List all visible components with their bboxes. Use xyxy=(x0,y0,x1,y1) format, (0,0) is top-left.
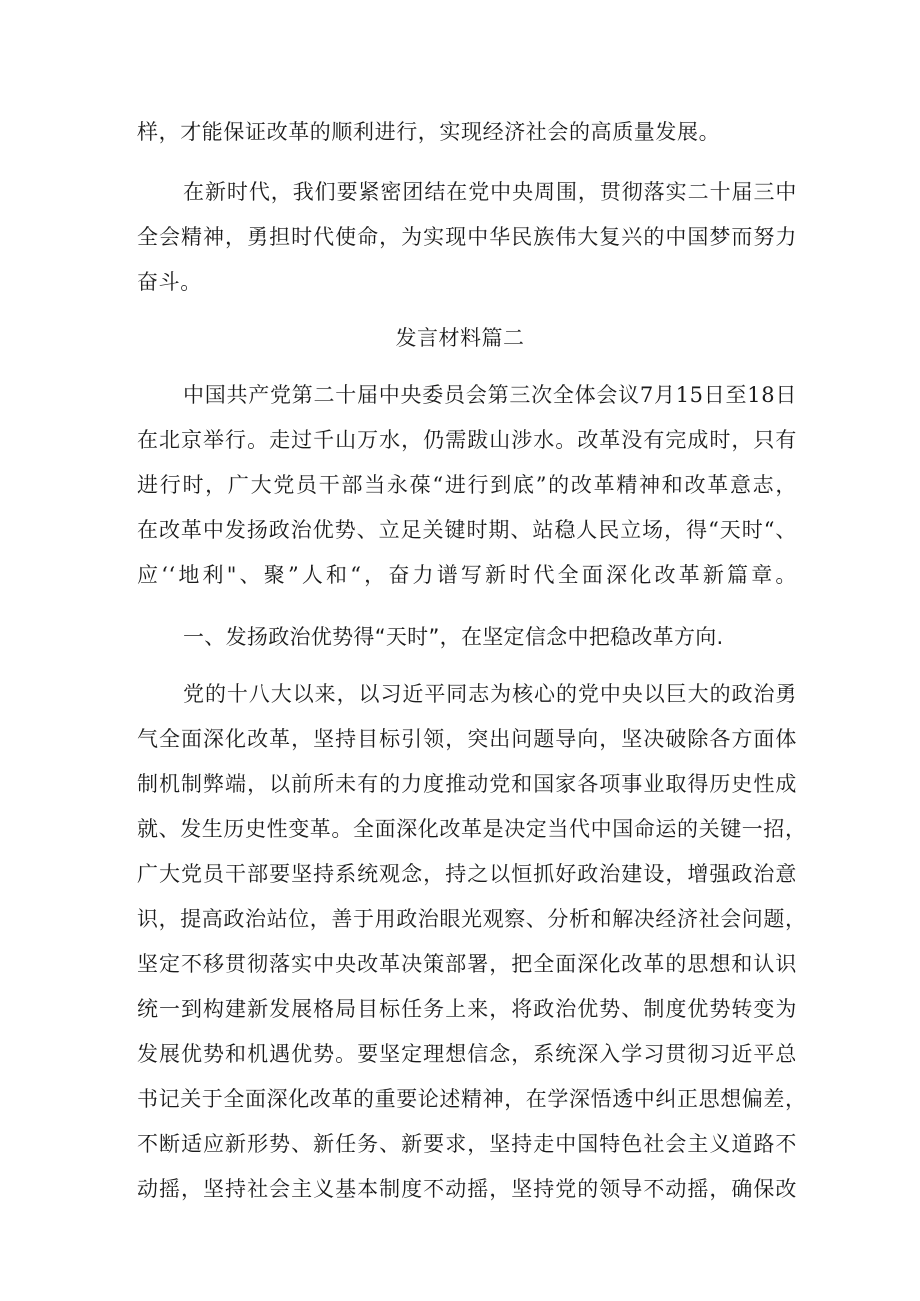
paragraph-line: 全会精神，勇担时代使命，为实现中华民族伟大复兴的中国梦而努力 xyxy=(137,225,797,249)
paragraph-line: 气全面深化改革，坚持目标引领，突出问题导向，坚决破除各方面体 xyxy=(137,727,797,751)
paragraph-line: 党的十八大以来，以习近平同志为核心的党中央以巨大的政治勇 xyxy=(183,682,797,706)
section-title: 发言材料篇二 xyxy=(395,326,525,350)
paragraph-line: 在北京举行。走过千山万水，仍需跋山涉水。改革没有完成时，只有 xyxy=(137,428,797,452)
paragraph-line: 不断适应新形势、新任务、新要求，坚持走中国特色社会主义道路不 xyxy=(137,1132,797,1156)
paragraph-line: 动摇，坚持社会主义基本制度不动摇，坚持党的领导不动摇，确保改 xyxy=(137,1177,797,1201)
paragraph-line: 广大党员干部要坚持系统观念，持之以恒抓好政治建设，增强政治意 xyxy=(137,862,797,886)
paragraph-line: 坚定不移贯彻落实中央改革决策部署，把全面深化改革的思想和认识 xyxy=(137,952,797,976)
paragraph-line: 就、发生历史性变革。全面深化改革是决定当代中国命运的关键一招， xyxy=(137,817,807,841)
paragraph-line: 发展优势和机遇优势。要坚定理想信念，系统深入学习贯彻习近平总 xyxy=(137,1042,797,1066)
paragraph-line: 书记关于全面深化改革的重要论述精神，在学深悟透中纠正思想偏差， xyxy=(137,1087,807,1111)
paragraph-line: 中国共产党第二十届中央委员会第三次全体会议7月15日至18日 xyxy=(183,383,797,407)
section-heading: 一、发扬政治优势得“天时”，在坚定信念中把稳改革方向. xyxy=(183,625,724,649)
paragraph-line: 在改革中发扬政治优势、立足关键时期、站稳人民立场，得“天时“、 xyxy=(137,518,797,542)
paragraph-line: 进行时，广大党员干部当永葆“进行到底”的改革精神和改革意志， xyxy=(137,473,797,497)
paragraph-line: 识，提高政治站位，善于用政治眼光观察、分析和解决经济社会问题， xyxy=(137,907,807,931)
paragraph-line: 样，才能保证改革的顺利进行，实现经济社会的高质量发展。 xyxy=(137,120,721,144)
paragraph-line: 制机制弊端，以前所未有的力度推动党和国家各项事业取得历史性成 xyxy=(137,772,797,796)
paragraph-line: 统一到构建新发展格局目标任务上来，将政治优势、制度优势转变为 xyxy=(137,997,797,1021)
paragraph-line: 应‘‘地利"、聚”人和“，奋力谱写新时代全面深化改革新篇章。 xyxy=(137,563,797,587)
paragraph-line: 在新时代，我们要紧密团结在党中央周围，贯彻落实二十届三中 xyxy=(183,180,797,204)
paragraph-line: 奋斗。 xyxy=(137,270,202,294)
